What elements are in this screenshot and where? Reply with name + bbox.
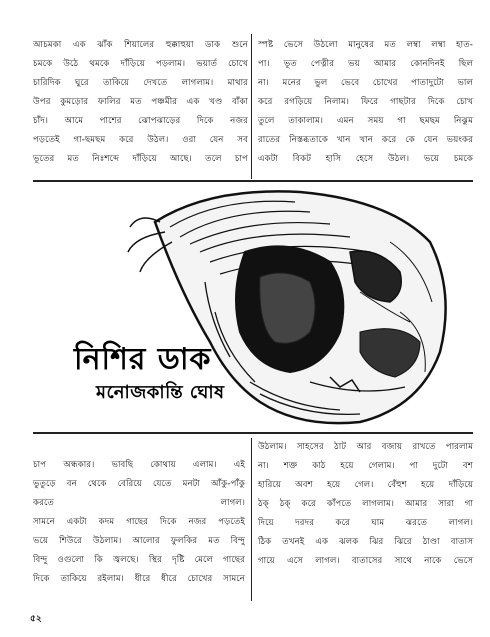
text-line: আচমকা এক ঝাঁক শিয়ালের হুক্কাহুয়া ডাক শুনে: [33, 40, 248, 50]
story-author: মনোজকান্তি ঘোষ: [96, 382, 225, 403]
text-line: পা। ভূত পেত্নীর ভয় আমার কোনদিনই ছিল: [258, 59, 473, 69]
column-divider-bottom: [251, 438, 252, 601]
text-line: ভূতের মত নিঃশব্দে দাঁড়িয়ে আছে। তলে চাপ: [33, 154, 248, 164]
text-line: হারিয়ে অবশ হয়ে গেল। বেঁহুশ হয়ে দাঁড়িয়ে: [258, 480, 473, 490]
text-line: চমকে উঠে থমকে দাঁড়িয়ে পড়লাম। ভয়ার্ত চোখে: [33, 59, 248, 69]
text-line: তুলে তাকালাম। এমন সময় গা ছমছম নিঝুম: [258, 116, 473, 126]
text-line: একটা বিকট হাসি হেসে উঠল। ভয়ে চমকে: [258, 154, 473, 164]
page-number: ৫২: [30, 614, 42, 624]
text-line: পড়তেই গা-ছমছম করে উঠল। ওরা যেন সব: [33, 135, 248, 145]
text-line: না। মনের ভুল ভেবে চোখের পাতাদুটো ভাল: [258, 78, 473, 88]
text-line: চারিদিক ঘুরে তাকিয়ে দেখতে লাগলাম। মাথার: [33, 78, 248, 88]
text-line: চাপ অন্ধকার। ভাবছি কোথায় এলাম। এই: [33, 460, 245, 470]
text-line: উঠলাম। সাহসের ঠাট আর বজায় রাখতে পারলাম: [258, 442, 473, 452]
text-line: দিকে তাকিয়ে রইলাম। ধীরে ধীরে চোখের সামনে: [33, 574, 245, 584]
text-line: দিয়ে দরদর করে ঘাম ঝরতে লাগল।: [258, 518, 473, 528]
text-line: উপর কুমড়োর ফালির মত পঞ্চমীর এক খণ্ড বাঁকা: [33, 97, 248, 107]
text-line: স্পষ্ট ভেসে উঠলো মানুষের মত লম্বা লম্বা হাত-: [258, 40, 473, 50]
text-line: গায়ে এসে লাগল। বাতাসের সাথে নাকে ভেসে: [258, 556, 473, 566]
text-line: ঠিক তখনই এক ঝলক ঝির ঝিরে ঠাণ্ডা বাতাস: [258, 537, 473, 547]
text-line: বিন্দু ওগুলো কি জ্বলছে। স্থির দৃষ্টি মেলে গাছের: [33, 555, 245, 565]
column-top-right: [258, 36, 473, 169]
text-line: করতে লাগল।: [33, 498, 245, 508]
text-line: করে রগড়িয়ে নিলাম। ফিরে গাছটার দিকে চোখ: [258, 97, 473, 107]
column-bottom-right: [258, 438, 473, 571]
column-bottom-left: [33, 456, 245, 589]
text-line: ভয়ে শিউরে উঠলাম। আলোর ফুলকির মত বিন্দু: [33, 536, 245, 546]
text-line: ভুতুড়ে বন থেকে বেরিয়ে যেতে মনটা আঁকু-পাঁকু: [33, 479, 245, 489]
text-line: রাতের নিস্তব্ধতাকে খান খান করে কে যেন ভয়ংকর: [258, 135, 473, 145]
illustration-bottom-border: [33, 432, 473, 434]
text-line: না। শক্ত কাঠ হয়ে গেলাম। পা দুটো বশ: [258, 461, 473, 471]
text-line: সামনে একটা কদম গাছের দিকে নজর পড়তেই: [33, 517, 245, 527]
text-line: ঠক্ ঠক্ করে কাঁপতে লাগলাম। আমার সারা গা: [258, 499, 473, 509]
text-line: চাঁদ। আমে পাশের ঝোপঝাড়ের দিকে নজর: [33, 116, 248, 126]
story-title: নিশির ডাক: [74, 342, 212, 377]
column-top-left: [33, 36, 248, 169]
column-divider-top: [251, 34, 252, 179]
